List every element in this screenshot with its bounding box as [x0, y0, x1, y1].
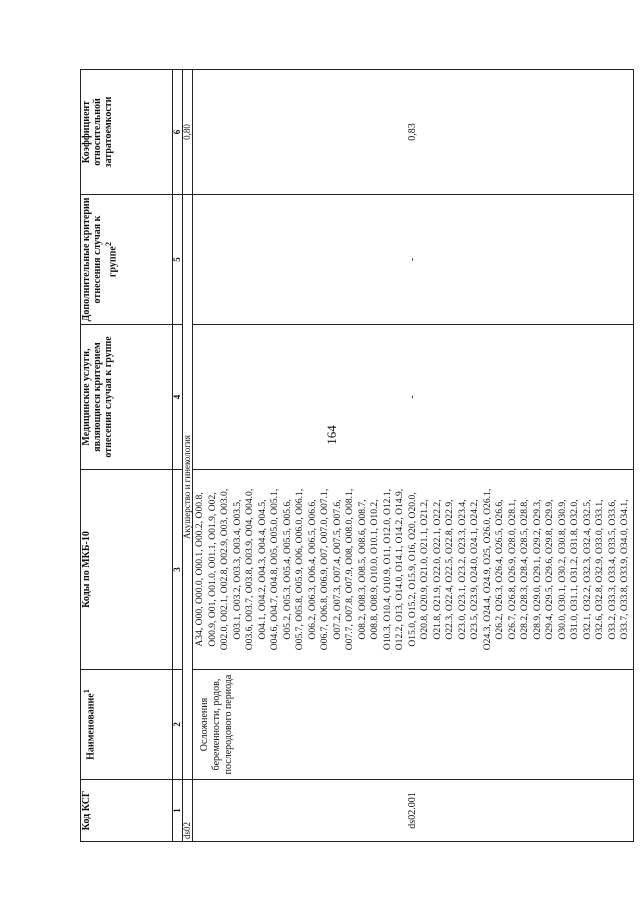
icd-code-line: O22.3, O22.4, O22.5, O22.8, O22.9,: [444, 499, 455, 640]
icd-code-line: O33.2, O33.3, O33.4, O33.5, O33.6,: [606, 499, 618, 640]
icd-code-line: O30.0, O30.1, O30.2, O30.8, O30.9,: [556, 499, 568, 640]
icd-code-list: [194, 472, 632, 667]
header-name: Наименование$^1$: [81, 670, 173, 780]
icd-code-line: O04.1, O04.2, O04.3, O04.4, O04.5,: [256, 499, 268, 640]
icd-code-line: O23.5, O23.9, O24.0, O24.1, O24.2,: [469, 499, 480, 640]
section-code: ds02: [183, 780, 193, 842]
rotated-page: [80, 70, 630, 842]
icd-code-line: O24.3, O24.4, O24.9, O25, O26.0, O26.1,: [481, 488, 493, 651]
ksg-table: [80, 69, 634, 842]
icd-code-line: O26.2, O26.3, O26.4, O26.5, O26.6,: [494, 499, 505, 640]
icd-code-line: O31.0, O31.1, O31.2, O31.8, O32.0,: [569, 499, 580, 640]
icd-code-line: O15.0, O15.2, O15.9, O16, O20, O20.0,: [406, 492, 418, 647]
icd-code-line: O05.2, O05.3, O05.4, O05.5, O05.6,: [281, 499, 293, 640]
icd-code-line: O26.7, O26.8, O26.9, O28.0, O28.1,: [506, 499, 518, 640]
section-title: Акушерство и гинекология: [183, 195, 193, 780]
icd-code-line: O05.7, O05.8, O05.9, O06, O06.0, O06.1,: [294, 488, 305, 651]
icd-code-line: A34, O00, O00.0, O00.1, O00.2, O00.8,: [194, 492, 205, 647]
icd-code-line: O04.6, O04.7, O04.8, O05, O05.0, O05.1,: [269, 488, 280, 651]
icd-code-line: O08.8, O08.9, O10.0, O10.1, O10.2,: [369, 499, 380, 640]
column-number: 6: [173, 70, 183, 195]
column-number-row: [173, 70, 183, 842]
header-criteria: Дополнительные критерии отнесения случая к группе$^2$: [81, 195, 173, 325]
icd-code-line: O20.8, O20.9, O21.0, O21.1, O21.2,: [419, 499, 430, 640]
icd-code-line: O23.0, O23.1, O23.2, O23.3, O23.4,: [456, 499, 468, 640]
row-icd-codes: [193, 470, 634, 670]
row-name: Осложнения беременности, родов, послеродового периода: [193, 670, 634, 780]
section-row: [183, 70, 193, 842]
row-services: -: [193, 325, 634, 470]
icd-code-line: O21.8, O21.9, O22.0, O22.1, O22.2,: [431, 499, 443, 640]
header-services: Медицинские услуги, являющиеся критерием отнесения случая к группе: [81, 325, 173, 470]
column-number: 1: [173, 780, 183, 842]
header-icd-codes: Коды по МКБ-10: [81, 470, 173, 670]
icd-code-line: O12.2, O13, O14.0, O14.1, O14.2, O14.9,: [394, 488, 405, 651]
icd-code-line: O02.0, O02.1, O02.8, O02.9, O03, O03.0,: [219, 488, 230, 651]
column-number: 3: [173, 470, 183, 670]
icd-code-line: O03.1, O03.2, O03.3, O03.4, O03.5,: [231, 499, 243, 640]
header-coefficient: Коэффициент относительной затратоемкости: [81, 70, 173, 195]
icd-code-line: O28.2, O28.3, O28.4, O28.5, O28.8,: [519, 499, 530, 640]
icd-code-line: O33.7, O33.8, O33.9, O34.0, O34.1,: [619, 499, 630, 640]
table-row: [193, 70, 634, 842]
section-coefficient: 0,80: [183, 70, 193, 195]
icd-code-line: O03.6, O03.7, O03.8, O03.9, O04, O04.0,: [244, 488, 255, 651]
header-ksg-code: Код КСГ: [81, 780, 173, 842]
icd-code-line: O06.2, O06.3, O06.4, O06.5, O06.6,: [306, 499, 318, 640]
page-number: 164: [324, 425, 339, 445]
icd-code-line: O07.7, O07.8, O07.9, O08, O08.0, O08.1,: [344, 488, 355, 651]
icd-code-line: O08.2, O08.3, O08.5, O08.6, O08.7,: [356, 499, 368, 640]
icd-code-line: O28.9, O29.0, O29.1, O29.2, O29.3,: [531, 499, 543, 640]
icd-code-line: O32.6, O32.8, O32.9, O33.0, O33.1,: [594, 499, 605, 640]
footnote-marker: 2: [104, 241, 113, 247]
header-row: [81, 70, 173, 842]
icd-code-line: O32.1, O32.2, O32.3, O32.4, O32.5,: [581, 499, 593, 640]
icd-code-line: O06.7, O06.8, O06.9, O07, O07.0, O07.1,: [319, 488, 330, 651]
column-number: 4: [173, 325, 183, 470]
row-coefficient: 0,83: [193, 70, 634, 195]
icd-code-line: O10.3, O10.4, O10.9, O11, O12.0, O12.1,: [381, 488, 393, 651]
column-number: 2: [173, 670, 183, 780]
column-number: 5: [173, 195, 183, 325]
icd-code-line: O00.9, O01, O01.0, O01.1, O01.9, O02,: [206, 492, 218, 647]
footnote-marker: 1: [82, 689, 91, 694]
icd-code-line: O29.4, O29.5, O29.6, O29.8, O29.9,: [544, 499, 555, 640]
row-criteria: -: [193, 195, 634, 325]
icd-code-line: O07.2, O07.3, O07.4, O07.5, O07.6,: [331, 499, 343, 640]
row-ksg-code: ds02.001: [193, 780, 634, 842]
